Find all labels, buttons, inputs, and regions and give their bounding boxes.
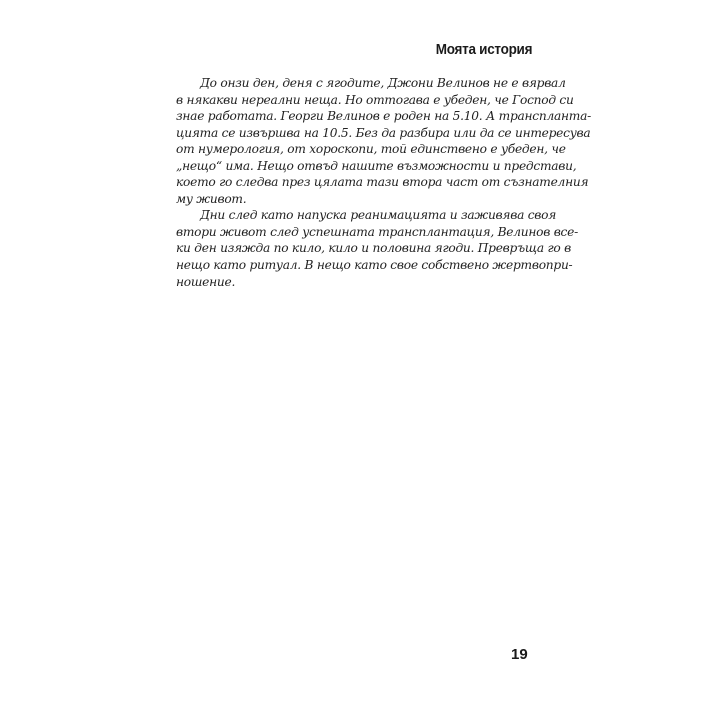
body-text bbox=[176, 75, 591, 290]
text-line: нещо като ритуал. В нещо като свое собствено жертвопри- bbox=[176, 258, 573, 273]
text-line: знае работата. Георги Велинов е роден на 5.10. А транспланта- bbox=[176, 109, 591, 124]
text-line: ношение. bbox=[176, 274, 236, 289]
text-line: цията се извършва на 10.5. Без да разбира или да се интересува bbox=[176, 125, 591, 140]
paragraph-2 bbox=[176, 207, 578, 290]
paragraph-1 bbox=[176, 75, 591, 207]
text-line: втори живот след успешната трансплантация, Велинов все- bbox=[176, 224, 578, 239]
text-line: До онзи ден, деня с ягодите, Джони Велинов не е вярвал bbox=[200, 76, 566, 90]
text-line: което го следва през цялата тази втора част от съзнателния bbox=[176, 175, 589, 190]
text-line: от нумерология, от хороскопи, той единствено е убеден, че bbox=[176, 142, 566, 157]
page-number: 19 bbox=[511, 646, 528, 663]
text-line: ки ден изяжда по кило, кило и половина ягоди. Превръща го в bbox=[176, 241, 571, 256]
running-header: Моята история bbox=[435, 41, 532, 58]
text-line: Дни след като напуска реанимацията и заживява своя bbox=[200, 208, 557, 223]
text-line: в някакви нереални неща. Но оттогава е убеден, че Господ си bbox=[176, 92, 574, 107]
text-line: „нещо“ има. Нещо отвъд нашите възможности и представи, bbox=[176, 158, 577, 173]
text-line: му живот. bbox=[176, 191, 247, 206]
